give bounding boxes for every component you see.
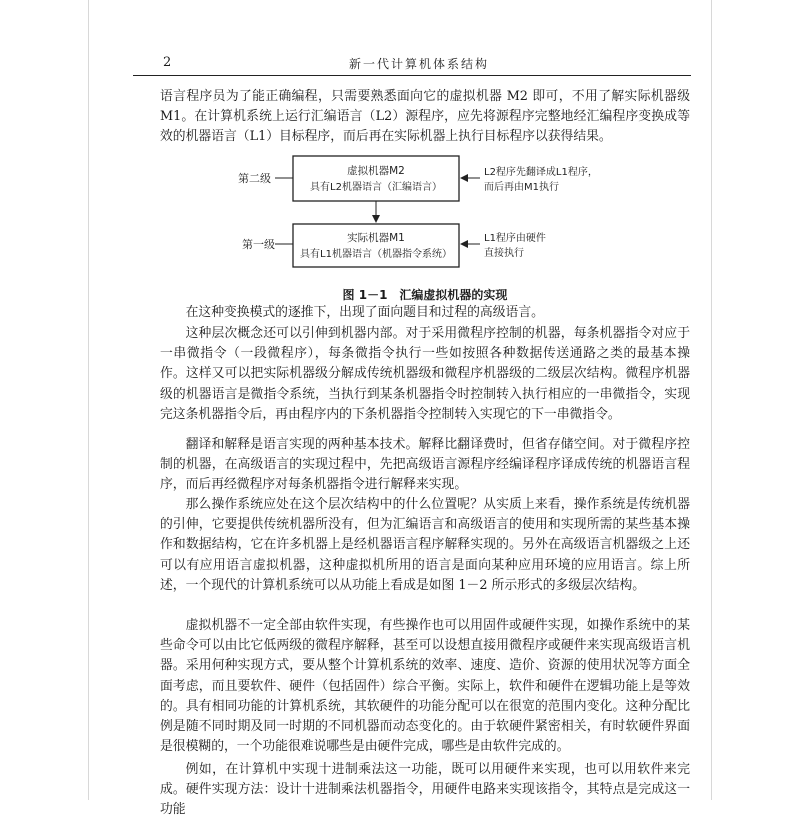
note-upper-line2: 而后再由M1执行 — [484, 182, 559, 193]
note-lower-line1: L1程序由硬件 — [484, 233, 546, 244]
figure-1-1-diagram — [160, 148, 680, 278]
page-header — [133, 55, 691, 76]
paragraph-3: 这种层次概念还可以引伸到机器内部。对于采用微程序控制的机器，每条机器指令对应于一串微指令（一段微程序），每条微指令执行一些如按照各种数据传送通路之类的最基本操作。这样又可以把实际机器级分解成传统机器级和微程序机器级的二级层次结构。微程序机器级的机器语言是微指令系统，当执行到某条机器指令时控制转入执行相应的一串微指令，实现完这条机器指令后，再由程序内的下条机器指令控制转入实现它的下一串微指令。 — [160, 326, 690, 422]
page-number: 2 — [163, 55, 172, 70]
paragraph-6: 虚拟机器不一定全部由软件实现，有些操作也可以用固件或硬件实现，如操作系统中的某些命令可以由比它低两级的微程序解释，甚至可以设想直接用微程序或硬件来实现高级语言机器。采用何种实现方式，要从整个计算机系统的效率、速度、造价、资源的使用状况等方面全面考虑，而且要软件、硬件（包括固件）综合平衡。实际上，软件和硬件在逻辑功能上是等效的。具有相同功能的计算机系统，其软硬件的功能分配可以在很宽的范围内变化。这种分配比例是随不同时期及同一时期的不同机器而动态变化的。由于软硬件紧密相关，有时软硬件界面是很模糊的，一个功能很难说哪些是由硬件完成，哪些是由软件完成的。 — [160, 618, 690, 755]
box-m2-subtitle: 具有L2机器语言（汇编语言） — [310, 182, 442, 193]
box-m1-subtitle: 具有L1机器语言（机器指令系统） — [300, 249, 452, 260]
box-m2-title: 虚拟机器M2 — [347, 165, 405, 177]
paragraph-7: 例如，在计算机中实现十进制乘法这一功能，既可以用硬件来实现，也可以用软件来完成。硬件实现方法：设计十进制乘法机器指令，用硬件电路来实现该指令，其特点是完成这一功能 — [160, 762, 690, 818]
note-upper-line1: L2程序先翻译成L1程序， — [484, 167, 598, 178]
paragraph-2: 在这种变换模式的逐推下，出现了面向题目和过程的高级语言。 — [185, 305, 544, 320]
box-real-machine-m1 — [293, 224, 459, 267]
box-m1-title: 实际机器M1 — [347, 232, 405, 244]
paragraph-1: 语言程序员为了能正确编程，只需要熟悉面向它的虚拟机器 M2 即可，不用了解实际机器级 M1。在计算机系统上运行汇编语言（L2）源程序，应先将源程序完整地经汇编程序变换成等效的机器语言（L1）目标程序，而后再在实际机器上执行目标程序以获得结果。 — [160, 89, 690, 145]
paragraph-4: 翻译和解释是语言实现的两种基本技术。解释比翻译费时，但省存储空间。对于微程序控制的机器，在高级语言的实现过程中，先把高级语言源程序经编译程序译成传统的机器语言程序，而后再经微程序对每条机器指令进行解释来实现。 — [160, 437, 690, 493]
box-virtual-machine-m2 — [293, 156, 459, 201]
level-label-lower: 第一级 — [242, 238, 275, 251]
note-lower-line2: 直接执行 — [484, 248, 524, 259]
paragraph-5: 那么操作系统应处在这个层次结构中的什么位置呢？从实质上来看，操作系统是传统机器的引伸，它要提供传统机器所没有，但为汇编语言和高级语言的使用和实现所需的某些基本操作和数据结构，它在许多机器上是经机器语言程序解释实现的。另外在高级语言机器级之上还可以有应用语言虚拟机器，这种虚拟机所用的语言是面向某种应用环境的应用语言。综上所述，一个现代的计算机系统可以从功能上看成是如图 1－2 所示形式的多级层次结构。 — [160, 497, 690, 593]
figure-caption: 图 1－1 汇编虚拟机器的实现 — [342, 288, 508, 302]
running-title: 新一代计算机体系结构 — [349, 57, 490, 71]
level-label-upper: 第二级 — [238, 172, 271, 185]
